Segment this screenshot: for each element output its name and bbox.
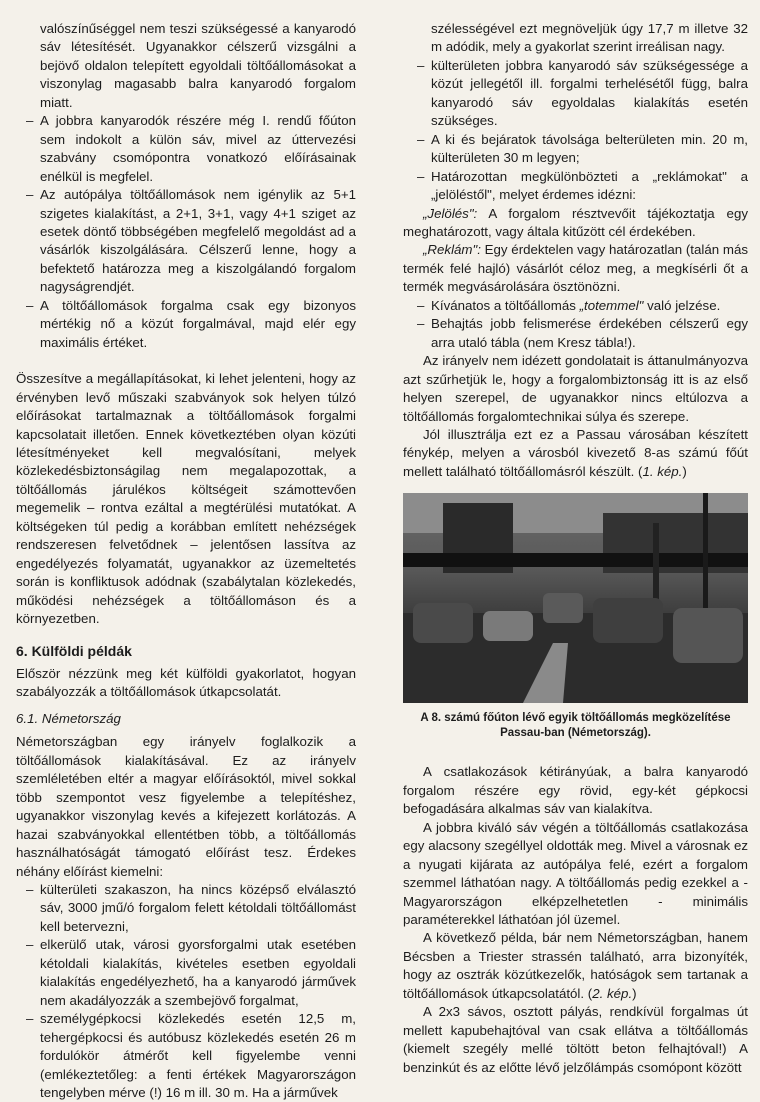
germany-paragraph: Németországban egy irányelv foglalkozik a töltőállomások kialakításával. Ez az irányelv szemléletében eltér a magyar előírásoktól, mivel sokkal több szempontot vesz figyelembe a telepítéshez, ugyanakkor viszonylag kevés a kifejezett korlátozás. A hazai szabványokkal ellentétben több, a töltőállomás használhatóságát támogató előírást tesz. Érdekes néhány előírást kiemelni:	[16, 734, 356, 879]
section-heading: 6. Külföldi példák	[16, 642, 132, 659]
connections-paragraph: A csatlakozások kétirányúak, a balra kanyarodó forgalom részére egy rövid, egy-két gépkocsi befogadására alkalmas sáv van kialakítva.	[403, 764, 748, 817]
passau-photo	[403, 493, 748, 703]
passau-text: Jól illusztrálja ezt ez a Passau városában készített fénykép, melyen a városból kivezető 8-as számú főút mellett található töltőállomásról készült. (	[403, 426, 748, 479]
totem-list	[403, 297, 748, 352]
totem-after: való jelzése.	[643, 297, 721, 313]
totem-before: Kívánatos a töltőállomás	[431, 297, 580, 313]
guideline-list-continued	[403, 57, 748, 205]
continuation-paragraph: szélességével ezt megnöveljük úgy 17,7 m illetve 32 m adódik, mely a gyakorlat szerint irreálisan nagy.	[431, 21, 748, 55]
reklam-text: Egy érdektelen vagy határozatlan (talán más termék felé hajló) vásárlót céloz meg, a megkísérli őt a termék megvásárolására ösztönözni.	[403, 242, 748, 295]
findings-list	[16, 112, 356, 352]
reklam-term: „Reklám":	[423, 242, 481, 258]
paren-close: )	[632, 985, 637, 1001]
subsection-heading: 6.1. Németország	[16, 711, 121, 727]
analysis-paragraph: Az irányelv nem idézett gondolatait is áttanulmányozva azt szűrhetjük le, hogy a forgalombiztonság itt is az első helyen szerepel, de ugyanakkor nincs eltúlozva a töltőállomás forgalomtechnikai súlya és szerepe.	[403, 353, 748, 424]
list-item: – külterületen jobbra kanyarodó sáv szükségessége a közút jellegétől ill. forgalmi terhelésétől függ, balra kanyarodó sáv egyoldalas kialakítás esetén szükséges.	[403, 57, 748, 131]
jeloles-text: A forgalom résztvevőit tájékoztatja egy meghatározott, vagy általa kitűzött cél érdekében.	[403, 205, 748, 239]
final-paragraph: A 2x3 sávos, osztott pályás, rendkívül forgalmas út mellett kapubehajtóval van csak ellátva a töltőállomás (kiemelt szegély mellé töltött beton felhajtóval!) A benzinkút és az előtte lévő jelzőlámpás csomópont között	[403, 1004, 748, 1075]
jeloles-definition	[403, 205, 748, 242]
paren-close: )	[682, 463, 687, 479]
list-item: – A jobbra kanyarodók részére még I. rendű főúton sem indokolt a külön sáv, mivel az úttervezési szabvány csomópontra vonatkozó előírásainak enélkül is megfelel.	[16, 112, 356, 186]
right-lane-paragraph: A jobbra kiváló sáv végén a töltőállomás csatlakozása egy alacsony szegéllyel oldották meg. Mivel a városnak ez a nyugati kijárata az autópálya felé, ezért a forgalom szemmel láthatóan nagy. A töltőállomás pedig ezekkel a - Magyarországon elképzelhetetlen - minimális paraméterekkel láthatóan jól üzemel.	[403, 819, 748, 927]
summary-paragraph: Összesítve a megállapításokat, ki lehet jelenteni, hogy az érvényben levő műszaki szabványok sok helyen túlzó előírásokat tartalmaznak a töltőállomások forgalmi kapcsolatait illetően. Ennek következtében olyan közúti létesítményeket kell megvalósítani, melyek közlekedésbiztonságilag nem megalapozottak, a töltőállomás járulékos költségeit számottevően megemelik – rontva ezáltal a megtérülési mutatókat. A költségeken túl pedig a korábban említett nehézségek rendszeresen felvetődnek – jelentősen lassítva az engedélyezés folyamatát, ugyanakkor az üzemeltetés során is konfliktusok adódnak (szabálytalan közlekedés, működési nehézségek a töltőállomáson és a környezetben.	[16, 371, 356, 627]
list-item: – elkerülő utak, városi gyorsforgalmi utak esetében kétoldali kialakítás, kivételes esetben egyoldali kialakítás engedélyezhető, ha a kanyarodó járművek nem akadályozzák a szembejövő forgalmat,	[16, 936, 356, 1010]
list-item: – Határozottan megkülönbözteti a „reklámokat" a „jelöléstől", melyet érdemes idézni:	[403, 168, 748, 205]
vienna-paragraph	[403, 929, 748, 1003]
figure-ref: 1. kép.	[642, 463, 683, 479]
reklam-definition	[403, 241, 748, 296]
jeloles-term: „Jelölés":	[423, 205, 478, 221]
list-item: – A töltőállomások forgalma csak egy bizonyos mértékig nő a közút forgalmával, majd elér egy maximális értéket.	[16, 297, 356, 352]
passau-paragraph	[403, 426, 748, 481]
figure-ref: 2. kép.	[592, 985, 633, 1001]
list-item: – Az autópálya töltőállomások nem igénylik az 5+1 szigetes kialakítást, a 2+1, 3+1, vagy 4+1 sziget az esetek döntő többségében megfelelő megoldást ad a vásárlók kiszolgálására. Célszerű lenne, hogy a befektető határozza meg a kiszolgálandó forgalom nagyságrendjét.	[16, 186, 356, 297]
left-column	[16, 20, 356, 1102]
list-item: – külterületi szakaszon, ha nincs középső elválasztó sáv, 3000 jmű/ó forgalom felett kétoldali töltőállomást kell betervezni,	[16, 881, 356, 936]
guideline-list	[16, 881, 356, 1102]
top-paragraph: valószínűséggel nem teszi szükségessé a kanyarodó sáv létesítését. Ugyanakkor célszerű vizsgálni a bejövő oldalon telepített egyoldali töltőállomásokat a viszonylag magasabb balra kanyarodó forgalom miatt.	[40, 21, 356, 110]
list-item: – A ki és bejáratok távolsága belterületen min. 20 m, külterületen 30 m legyen;	[403, 131, 748, 168]
vienna-text: A következő példa, bár nem Németországban, hanem Bécsben a Triester strassén található, arra bizonyíték, hogy az osztrák közútkezelők, hatóságok sem tartanak a töltőállomások útkapcsolatától. (	[403, 930, 748, 1001]
section-intro: Először nézzünk meg két külföldi gyakorlatot, hogyan szabályozzák a töltőállomások útkapcsolatát.	[16, 665, 356, 699]
photo-caption: A 8. számú főúton lévő egyik töltőállomás megközelítése Passau-ban (Németország).	[420, 712, 731, 740]
right-column	[403, 20, 748, 1077]
list-item	[403, 297, 748, 315]
photo-illustration	[403, 493, 748, 703]
totem-italic: „totemmel"	[579, 297, 644, 313]
list-item: – személygépkocsi közlekedés esetén 12,5 m, tehergépkocsi és autóbusz közlekedés esetén 26 m fordulókör átmérőt kell figyelembe venni (emlékeztetőleg: a fenti értékek Magyarországon tengelyben mérve (!) 16 m ill. 30 m. Ha a járművek	[16, 1010, 356, 1102]
list-item: – Behajtás jobb felismerése érdekében célszerű egy arra utaló tábla (nem Kresz tábla!).	[403, 315, 748, 352]
